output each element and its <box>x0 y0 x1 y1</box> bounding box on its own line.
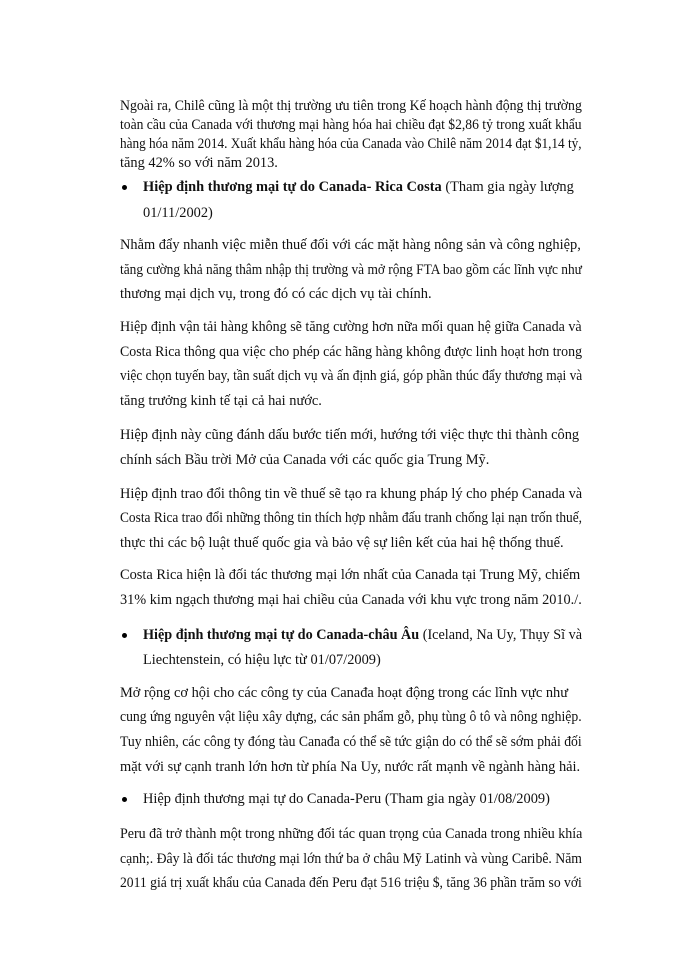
paragraph-partner-line-2: 31% kim ngạch thương mại hai chiều của Canada với khu vực trong năm 2010./. <box>120 592 582 608</box>
paragraph-opportunity-line-2: cung ứng nguyên vật liệu xây dựng, các sản phẩm gỗ, phụ tùng ô tô và nông nghiệp. <box>120 709 582 725</box>
paragraph-tariff-line-3: thương mại dịch vụ, trong đó có các dịch vụ tài chính. <box>120 286 432 302</box>
paragraph-tax-line-1: Hiệp định trao đổi thông tin về thuế sẽ tạo ra khung pháp lý cho phép Canada và <box>120 486 583 502</box>
paragraph-peru-line-2: cạnh;. Đây là đối tác thương mại lớn thứ ba ở châu Mỹ Latinh và vùng Caribê. Năm <box>120 851 583 867</box>
paragraph-partner-line-1: Costa Rica hiện là đối tác thương mại lớn nhất của Canada tại Trung Mỹ, chiếm <box>120 567 581 583</box>
paragraph-open-skies-line-1: Hiệp định này cũng đánh dấu bước tiến mới, hướng tới việc thực thi thành công <box>120 427 580 443</box>
bullet-efta-line-1 <box>143 625 582 645</box>
paragraph-tariff-line-1: Nhằm đẩy nhanh việc miễn thuế đối với các mặt hàng nông sản và công nghiệp, <box>120 237 581 253</box>
paragraph-open-skies-line-2: chính sách Bầu trời Mở của Canada với các quốc gia Trung Mỹ. <box>120 452 490 468</box>
bullet-efta-rest: (Iceland, Na Uy, Thụy Sĩ và <box>419 627 583 643</box>
paragraph-chile-line-3: hàng hóa năm 2014. Xuất khẩu hàng hóa của Canada vào Chilê năm 2014 đạt $1,14 tỷ, <box>120 136 582 152</box>
bullet-icon <box>122 797 127 802</box>
bullet-efta-title: Hiệp định thương mại tự do Canada-châu Âu <box>143 627 420 643</box>
paragraph-chile-line-2: toàn cầu của Canada với thương mại hàng hóa hai chiều đạt $2,86 tỷ trong xuất khẩu <box>120 117 582 133</box>
paragraph-peru-line-3: 2011 giá trị xuất khẩu của Canada đến Peru đạt 516 triệu $, tăng 36 phần trăm so với <box>120 875 582 891</box>
paragraph-tariff-line-2: tăng cường khả năng thâm nhập thị trường và mở rộng FTA bao gồm các lĩnh vực như <box>120 262 582 278</box>
bullet-costa-rica-rest: (Tham gia ngày lượng <box>441 179 574 195</box>
bullet-costa-rica-line-2: 01/11/2002) <box>143 205 213 221</box>
paragraph-air-line-2: Costa Rica thông qua việc cho phép các hãng hàng không được linh hoạt hơn trong <box>120 344 583 360</box>
paragraph-chile-line-1: Ngoài ra, Chilê cũng là một thị trường ưu tiên trong Kế hoạch hành động thị trường <box>120 98 582 114</box>
paragraph-chile-line-4: tăng 42% so với năm 2013. <box>120 155 278 171</box>
paragraph-tax-line-3: thực thi các bộ luật thuế quốc gia và bảo vệ sự liên kết của hai hệ thống thuế. <box>120 535 564 551</box>
bullet-peru-line: Hiệp định thương mại tự do Canada-Peru (Tham gia ngày 01/08/2009) <box>143 791 550 807</box>
bullet-efta-line-2: Liechtenstein, có hiệu lực từ 01/07/2009) <box>143 652 381 668</box>
bullet-costa-rica-line-1 <box>143 177 574 197</box>
paragraph-opportunity-line-4: mặt với sự cạnh tranh lớn hơn từ phía Na Uy, nước rất mạnh về ngành hàng hải. <box>120 759 581 775</box>
bullet-icon <box>122 185 127 190</box>
paragraph-air-line-3: việc chọn tuyến bay, tần suất dịch vụ và ấn định giá, góp phần thúc đẩy thương mại và <box>120 368 583 384</box>
paragraph-air-line-1: Hiệp định vận tải hàng không sẽ tăng cường hơn nữa mối quan hệ giữa Canada và <box>120 319 582 335</box>
paragraph-opportunity-line-1: Mở rộng cơ hội cho các công ty của Canađa hoạt động trong các lĩnh vực như <box>120 685 569 701</box>
paragraph-peru-line-1: Peru đã trở thành một trong những đối tác quan trọng của Canada trong nhiều khía <box>120 826 583 842</box>
bullet-costa-rica-title: Hiệp định thương mại tự do Canada- Rica Costa <box>143 179 442 195</box>
bullet-icon <box>122 633 127 638</box>
paragraph-air-line-4: tăng trưởng kinh tế tại cả hai nước. <box>120 393 322 409</box>
paragraph-tax-line-2: Costa Rica trao đổi những thông tin thích hợp nhằm đấu tranh chống lại nạn trốn thuế, <box>120 510 583 526</box>
paragraph-opportunity-line-3: Tuy nhiên, các công ty đóng tàu Canađa có thể sẽ tức giận do có thể sẽ sớm phải đối <box>120 734 582 750</box>
